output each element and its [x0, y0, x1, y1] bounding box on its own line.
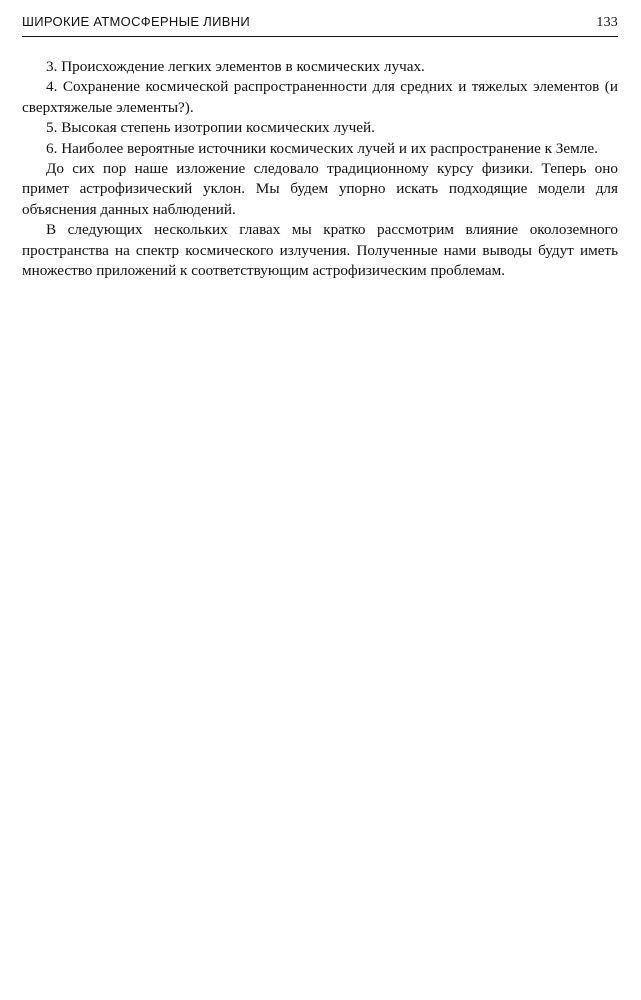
paragraph-transition: До сих пор наше изложение следовало традиционному курсу физики. Теперь оно примет астрофизический уклон. Мы будем упорно искать подходящие модели для объяснения данных наблюдений. — [22, 160, 618, 218]
running-title: ШИРОКИЕ АТМОСФЕРНЫЕ ЛИВНИ — [22, 14, 251, 29]
list-item-4: 4. Сохранение космической распространенности для средних и тяжелых элементов (и сверхтяжелые элементы?). — [22, 78, 618, 116]
page-number: 133 — [596, 15, 618, 30]
body-text — [22, 57, 618, 281]
list-item-6: 6. Наиболее вероятные источники космических лучей и их распространение к Земле. — [46, 139, 598, 157]
paragraph-outlook: В следующих нескольких главах мы кратко рассмотрим влияние околоземного пространства на спектр космического излучения. Полученные нами выводы будут иметь множество приложений к соответствующим астрофизическим проблемам. — [22, 221, 618, 280]
list-item-5: 5. Высокая степень изотропии космических лучей. — [46, 119, 375, 137]
list-item-3: 3. Происхождение легких элементов в космических лучах. — [46, 58, 425, 75]
book-page — [22, 14, 618, 281]
running-header — [22, 14, 618, 37]
